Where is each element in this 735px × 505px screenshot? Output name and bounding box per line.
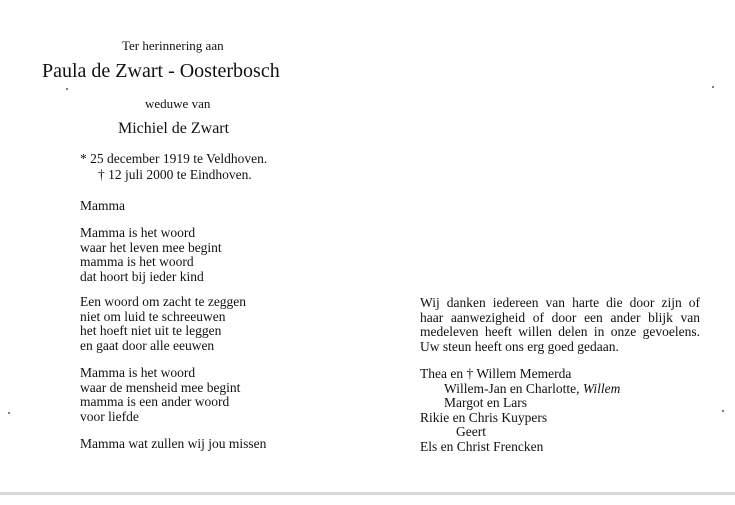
family-line: Els en Christ Frencken — [420, 438, 544, 454]
poem-line: Een woord om zacht te zeggen — [80, 294, 247, 309]
poem-line: Mamma is het woord — [80, 225, 196, 240]
poem-line: niet om luid te schreeuwen — [80, 308, 226, 324]
poem-line: waar het leven mee begint — [80, 239, 222, 255]
birth-line: * 25 december 1919 te Veldhoven. — [80, 151, 268, 166]
family-line: Margot en Lars — [444, 395, 527, 410]
thanks-line: Uw steun heeft ons erg goed gedaan. — [420, 338, 619, 354]
poem-line: voor liefde — [80, 408, 139, 424]
family-line — [420, 382, 620, 397]
poem-line: Mamma is het woord — [80, 365, 196, 380]
card-bottom-edge — [0, 492, 735, 495]
deceased-name: Paula de Zwart - Oosterbosch — [42, 60, 280, 82]
family-line: Geert — [456, 424, 486, 439]
thanks-line: Wij danken iedereen van harte die door zijn of — [420, 295, 700, 310]
poem-stanza-1 — [80, 226, 222, 284]
family-line-italic: Willem — [582, 380, 621, 396]
poem-closing — [80, 437, 266, 452]
family-line: Rikie en Chris Kuypers — [420, 409, 548, 425]
poem-line: het hoeft niet uit te leggen — [80, 323, 222, 338]
thanks-line: haar aanwezigheid of door een ander blijk van — [420, 309, 700, 325]
poem-line: mamma is een ander woord — [80, 394, 230, 409]
death-line: † 12 juli 2000 te Eindhoven. — [98, 167, 252, 182]
poem-line: dat hoort bij ieder kind — [80, 268, 204, 284]
scan-speck — [722, 410, 724, 412]
scan-speck — [712, 86, 714, 88]
thanks-line: medeleven heeft willen delen in onze gevoelens. — [420, 324, 700, 339]
widow-of-text: weduwe van — [145, 96, 211, 111]
poem-line: en gaat door alle eeuwen — [80, 337, 215, 353]
poem-stanza-3 — [80, 366, 240, 424]
scan-speck — [66, 88, 68, 90]
poem-title: Mamma — [80, 198, 125, 213]
scan-speck — [8, 412, 10, 414]
thanks-paragraph — [420, 296, 700, 354]
poem-stanza-2 — [80, 295, 246, 353]
family-line-text: Willem-Jan en Charlotte, — [444, 380, 580, 396]
poem-line: mamma is het woord — [80, 254, 194, 269]
poem-line: Mamma wat zullen wij jou missen — [80, 436, 267, 451]
poem-line: waar de mensheid mee begint — [80, 379, 241, 395]
family-list — [420, 367, 620, 454]
family-line: Thea en † Willem Memerda — [420, 366, 572, 381]
husband-name: Michiel de Zwart — [118, 120, 230, 137]
intro-text: Ter herinnering aan — [122, 38, 224, 53]
